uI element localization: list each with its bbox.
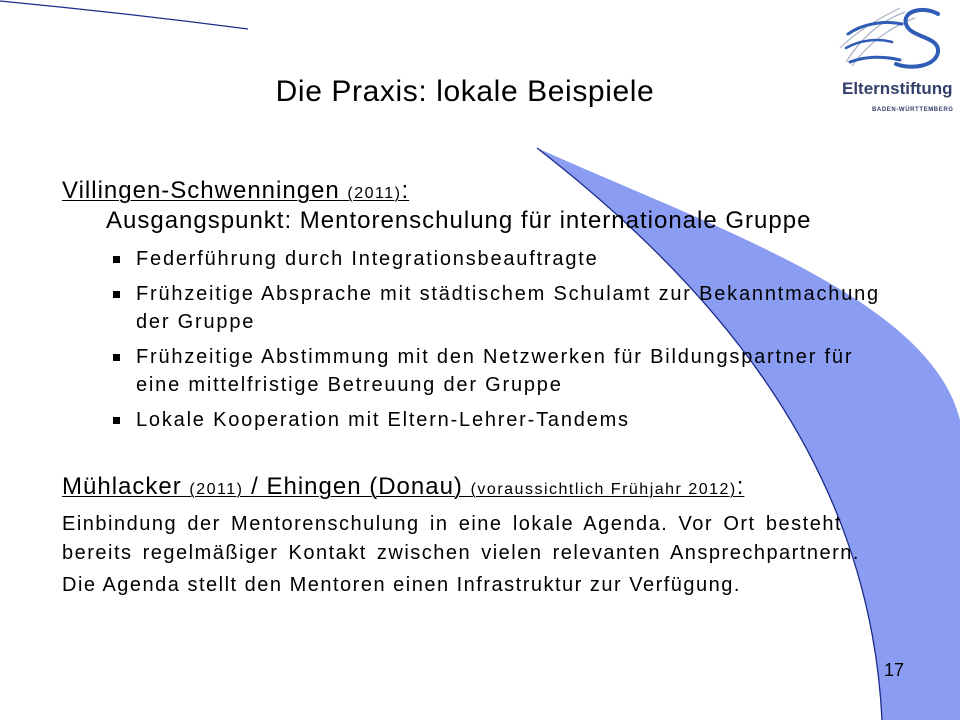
- heading-note: (voraussichtlich Frühjahr 2012): [470, 481, 737, 498]
- bullet-item: [111, 280, 880, 336]
- top-left-arc-line: [0, 1, 248, 29]
- body-paragraph: [62, 510, 860, 600]
- bullet-item: [111, 245, 880, 273]
- bullet-text: Frühzeitige Absprache mit städtischem Schulamt zur Bekanntmachung: [136, 283, 880, 305]
- bullet-text: der Gruppe: [136, 311, 256, 333]
- bullet-text: Lokale Kooperation mit Eltern-Lehrer-Tandems: [136, 409, 630, 431]
- paragraph-line: bereits regelmäßiger Kontakt zwischen vielen relevanten Ansprechpartnern.: [62, 542, 860, 564]
- logo-gray-line: [846, 12, 905, 62]
- heading-place: Mühlacker: [62, 473, 182, 500]
- bullet-list: [111, 245, 880, 441]
- heading-place: Ehingen (Donau): [266, 473, 463, 500]
- bullet-text: eine mittelfristige Betreuung der Gruppe: [136, 374, 563, 396]
- logo-name: Elternstiftung: [842, 79, 953, 98]
- heading-year: (2011): [189, 481, 244, 498]
- heading-colon: :: [401, 177, 410, 204]
- square-bullet-icon: [113, 417, 120, 424]
- paragraph-line: Einbindung der Mentorenschulung in eine lokale Agenda. Vor Ort besteht: [62, 513, 842, 535]
- paragraph-line: Die Agenda stellt den Mentoren einen Infrastruktur zur Verfügung.: [62, 574, 741, 596]
- square-bullet-icon: [113, 256, 120, 263]
- heading-colon: :: [736, 473, 745, 500]
- bullet-item: [111, 343, 880, 399]
- square-bullet-icon: [113, 291, 120, 298]
- section-subheading: Ausgangspunkt: Mentorenschulung für internationale Gruppe: [106, 207, 812, 234]
- section-heading-muehlacker-ehingen: [62, 472, 744, 505]
- logo-s-stroke: [896, 10, 938, 67]
- logo-region: BADEN-WÜRTTEMBERG: [872, 107, 954, 113]
- square-bullet-icon: [113, 354, 120, 361]
- page-number: 17: [884, 660, 905, 680]
- logo-es-mark-icon: [830, 0, 958, 76]
- bullet-text: Federführung durch Integrationsbeauftragte: [136, 248, 599, 270]
- heading-place: Villingen-Schwenningen: [62, 177, 340, 204]
- bullet-text: Frühzeitige Abstimmung mit den Netzwerken für Bildungspartner für: [136, 346, 854, 368]
- heading-year: (2011): [347, 185, 402, 202]
- heading-separator: /: [251, 473, 259, 500]
- bullet-item: [111, 406, 880, 434]
- logo-e-stroke: [850, 57, 900, 62]
- section-heading-villingen: [62, 176, 409, 209]
- slide-title: Die Praxis: lokale Beispiele: [275, 75, 655, 108]
